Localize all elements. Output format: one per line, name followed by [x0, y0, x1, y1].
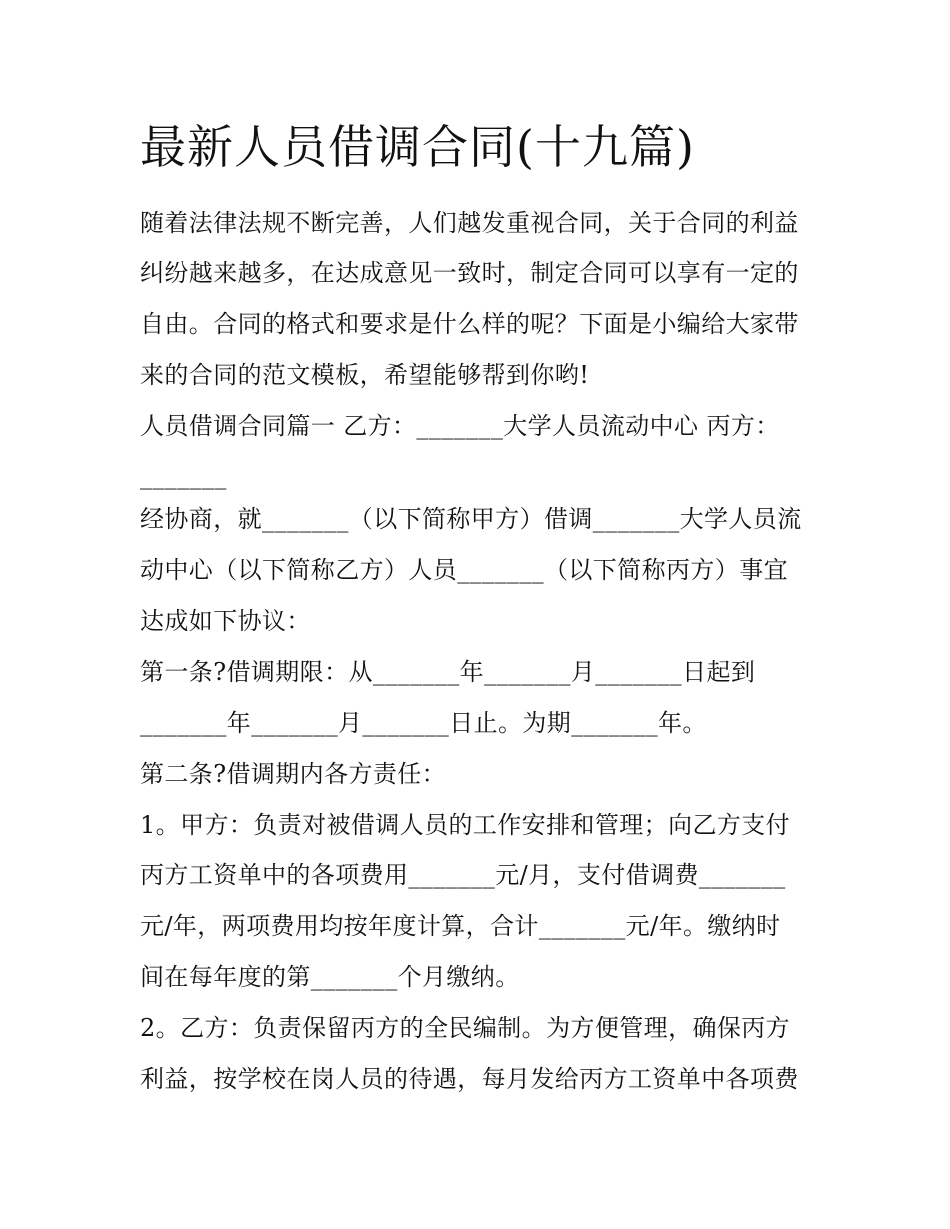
intro-line-1: 随着法律法规不断完善，人们越发重视合同，关于合同的利益: [140, 209, 799, 237]
agreement-line-3: 达成如下协议：: [140, 607, 311, 635]
clause-2-line-2: 利益，按学校在岗人员的待遇，每月发给丙方工资单中各项费: [140, 1065, 799, 1093]
contract-heading: 人员借调合同篇一 乙方：_______大学人员流动中心 丙方：: [140, 412, 780, 440]
page-title: 最新人员借调合同(十九篇): [140, 120, 695, 174]
clause-2-line-1: 2。乙方：负责保留丙方的全民编制。为方便管理，确保丙方: [140, 1014, 791, 1042]
clause-1-line-1: 1。甲方：负责对被借调人员的工作安排和管理；向乙方支付: [140, 811, 791, 839]
agreement-line-2: 动中心（以下简称乙方）人员_______（以下简称丙方）事宜: [140, 556, 788, 584]
intro-line-3: 自由。合同的格式和要求是什么样的呢？下面是小编给大家带: [140, 310, 799, 338]
contract-heading-blank: _______: [140, 462, 227, 490]
article-1-line-1: 第一条?借调期限：从_______年_______月_______日起到: [140, 658, 756, 686]
article-2-heading: 第二条?借调期内各方责任：: [140, 760, 447, 788]
article-1-line-2: _______年_______月_______日止。为期_______年。: [140, 709, 707, 737]
clause-1-line-3: 元/年，两项费用均按年度计算，合计_______元/年。缴纳时: [140, 912, 781, 940]
clause-1-line-4: 间在每年度的第_______个月缴纳。: [140, 963, 520, 991]
agreement-line-1: 经协商，就_______（以下简称甲方）借调_______大学人员流: [140, 505, 802, 533]
clause-1-line-2: 丙方工资单中的各项费用_______元/月，支付借调费_______: [140, 861, 786, 889]
intro-line-4: 来的合同的范文模板，希望能够帮到你哟!: [140, 361, 590, 389]
intro-line-2: 纠纷越来越多，在达成意见一致时，制定合同可以享有一定的: [140, 259, 799, 287]
